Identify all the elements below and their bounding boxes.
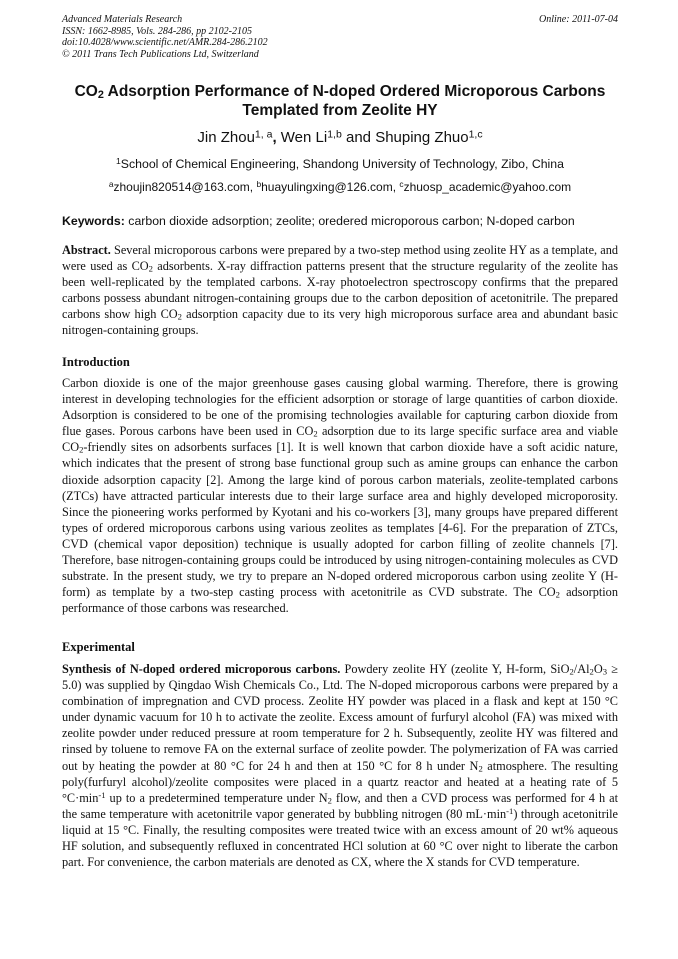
author-name: Shuping Zhuo bbox=[375, 129, 469, 146]
journal-header bbox=[62, 14, 618, 60]
affiliation: $^1$School of Chemical Engineering, Shandong University of Technology, Zibo, China bbox=[116, 156, 564, 171]
doi-line: doi:10.4028/www.scientific.net/AMR.284-286.2102 bbox=[62, 37, 268, 49]
section-heading-experimental: Experimental bbox=[62, 640, 135, 654]
introduction-text: Carbon dioxide is one of the major greenhouse gases causing global warming. Therefore, there is growing interest in developing technologies for the efficient adsorption or storage of large quantities of carbon dioxide. Adsorption is considered to be one of the promising technologies available for capturing carbon dioxide from flue gases. Porous carbons have been used in $CO_2$ adsorption due to its large specific surface area and viable $CO_2$-friendly sites on adsorbents surfaces [1]. It is well known that carbon dioxide have a soft acidic nature, which indicates that the present of strong base functional group such as amine groups can enhance the carbon dioxide adsorption capacity [2]. Among the large kind of porous carbon materials, zeolite-templated carbons (ZTCs) have attracted particular interests due to their large surface area and highly developed microporosity. Since the pioneering works performed by Kyotani and his co-workers [3], many groups have prepared different types of ordered microporous carbons using various zeolites as templates [4-6]. For the preparation of ZTCs, CVD (chemical vapor deposition) technique is usually adopted for carbon filling of zeolite channels [7]. Therefore, base nitrogen-containing groups could be introduced by using nitrogen-containing molecules as CVD substrate. In the present study, we try to prepare an N-doped ordered microporous carbon using zeolite Y (H-form) as template by a two-step casting process with acetonitrile as CVD substrate. The $CO_2$ adsorption performance of those carbons was researched. bbox=[62, 376, 618, 616]
experimental-text: Synthesis of N-doped ordered microporous carbons. Powdery zeolite HY (zeolite Y, H-form, $SiO_2/Al_2O_3 \ge 5.0$) was supplied by Qingdao Wish Chemicals Co., Ltd. The N-doped microporous carbons were prepared by a combination of impregnation and CVD process. Zeolite HY powder was placed in a flask and kept at 150 °C under dynamic vacuum for 10 h to activate the zeolite. Excess amount of furfuryl alcohol (FA) was mixed with zeolite powder under reduced pressure at room temperature for 2 h. Subsequently, zeolite HY was filtered and rinsed by toluene to remove FA on the external surface of zeolite powder. The polymerization of FA was carried out by heating the powder at 80 °C for 24 h and then at 150 °C for 8 h under $N_2$ atmosphere. The resulting poly(furfuryl alcohol)/zeolite composites were placed in a quartz reactor and heated at a heating rate of 5 $^\circ C\cdot\min^{-1}$ up to a predetermined temperature under $N_2$ flow, and then a CVD process was performed for 4 h at the same temperature with acetonitrile vapor generated by bubbling nitrogen (80 $mL\cdot\min^{-1}$) through acetonitrile liquid at 15 °C. Finally, the resulting composites were treated twice with an excess amount of 20 wt% aqueous HF solution, and subsequently refluxed in concentrated HCl solution at 60 °C over night to liberate the carbon part. For convenience, the carbon materials are denoted as CX, where the X stands for CVD temperature. bbox=[62, 662, 619, 870]
section-heading-introduction: Introduction bbox=[62, 355, 130, 369]
subsection-heading: Synthesis of N-doped ordered microporous carbons. bbox=[62, 662, 341, 676]
keywords-label: Keywords: bbox=[62, 214, 125, 228]
copyright-line: © 2011 Trans Tech Publications Ltd, Switzerland bbox=[62, 48, 259, 60]
paper-title: $CO_2$ Adsorption Performance of N-doped Ordered Microporous Carbons Templated from Zeolite HY bbox=[74, 83, 606, 119]
author-emails: $^a$zhoujin820514@163.com, $^b$huayulingxing@126.com, $^c$zhuosp_academic@yahoo.com bbox=[108, 179, 572, 194]
abstract-label: Abstract. bbox=[62, 243, 111, 257]
keywords: Keywords: carbon dioxide adsorption; zeolite; oredered microporous carbon; N-doped carbon bbox=[62, 214, 575, 228]
author-list: Jin Zhou$^{1, a}$, Wen Li$^{1,b}$ and Shuping Zhuo$^{1,c}$ bbox=[197, 128, 483, 146]
abstract: Abstract. Several microporous carbons were prepared by a two-step method using zeolite HY as a template, and were used as $CO_2$ adsorbents. X-ray diffraction patterns present that the structure regularity of the zeolite has been well-replicated by the templated carbons. X-ray photoelectron spectroscopy confirms that the prepared carbons possess abundant nitrogen-containing groups due to the carbon deposition of acetonitrile. The prepared carbons show high $CO_2$ adsorption capacity due to its very high microporous surface area and abundant basic nitrogen-containing groups. bbox=[62, 243, 618, 338]
journal-name: Advanced Materials Research bbox=[62, 14, 183, 25]
author-name: Wen Li bbox=[280, 129, 328, 146]
issn-line: ISSN: 1662-8985, Vols. 284-286, pp 2102-2105 bbox=[62, 25, 252, 37]
online-date: Online: 2011-07-04 bbox=[539, 14, 618, 25]
author-name: Jin Zhou bbox=[197, 129, 255, 146]
